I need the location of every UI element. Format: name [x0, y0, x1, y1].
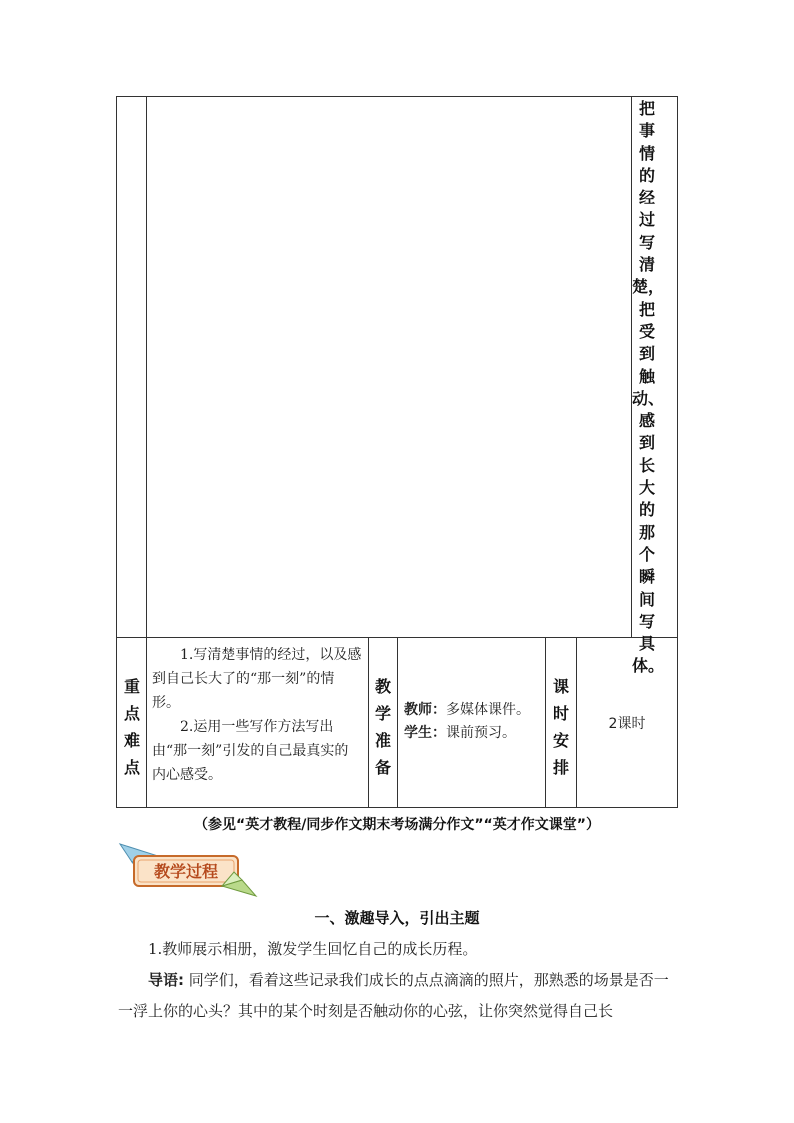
lead-label: 导语: — [148, 971, 184, 989]
table-divider — [146, 96, 147, 808]
table-divider — [576, 637, 577, 808]
lead-text: 同学们，看着这些记录我们成长的点点滴滴的照片，那熟悉的场景是否一一浮上你的心头？其中的某个时刻是否触动你的心弦，让你突然觉得自己长 — [118, 971, 669, 1020]
prep-content — [404, 699, 544, 745]
table-divider — [397, 637, 398, 808]
student-label: 学生： — [404, 725, 446, 741]
teaching-process-badge — [118, 842, 258, 898]
key-point-1: 1.写清楚事情的经过，以及感到自己长大了的“那一刻”的情形。 — [152, 647, 362, 711]
table-divider — [116, 637, 678, 638]
reference-note: （参见“英才教程/同步作文期末考场满分作文”“英才作文课堂”） — [194, 817, 600, 833]
paragraph-2 — [118, 965, 678, 1027]
goal-vertical-text: 把事情的经过写清楚，把受到触动、感到长大的那个瞬间写具体。 — [632, 99, 665, 676]
prep-label: 教学准备 — [374, 677, 391, 777]
schedule-value: 2课时 — [608, 716, 646, 732]
key-points-content — [152, 643, 362, 787]
teacher-value: 多媒体课件。 — [446, 702, 530, 718]
paragraph-1: 1.教师展示相册，激发学生回忆自己的成长历程。 — [148, 940, 478, 958]
paper-plane-icon — [118, 842, 258, 898]
student-value: 课前预习。 — [446, 725, 516, 741]
teacher-label: 教师： — [404, 702, 446, 718]
key-point-2: 2.运用一些写作方法写出由“那一刻”引发的自己最真实的内心感受。 — [152, 719, 349, 783]
schedule-label: 课时安排 — [552, 677, 569, 777]
table-divider — [545, 637, 546, 808]
section-title: 一、激趣导入，引出主题 — [314, 909, 480, 927]
key-points-label: 重点难点 — [123, 677, 140, 777]
badge-text: 教学过程 — [153, 862, 219, 881]
